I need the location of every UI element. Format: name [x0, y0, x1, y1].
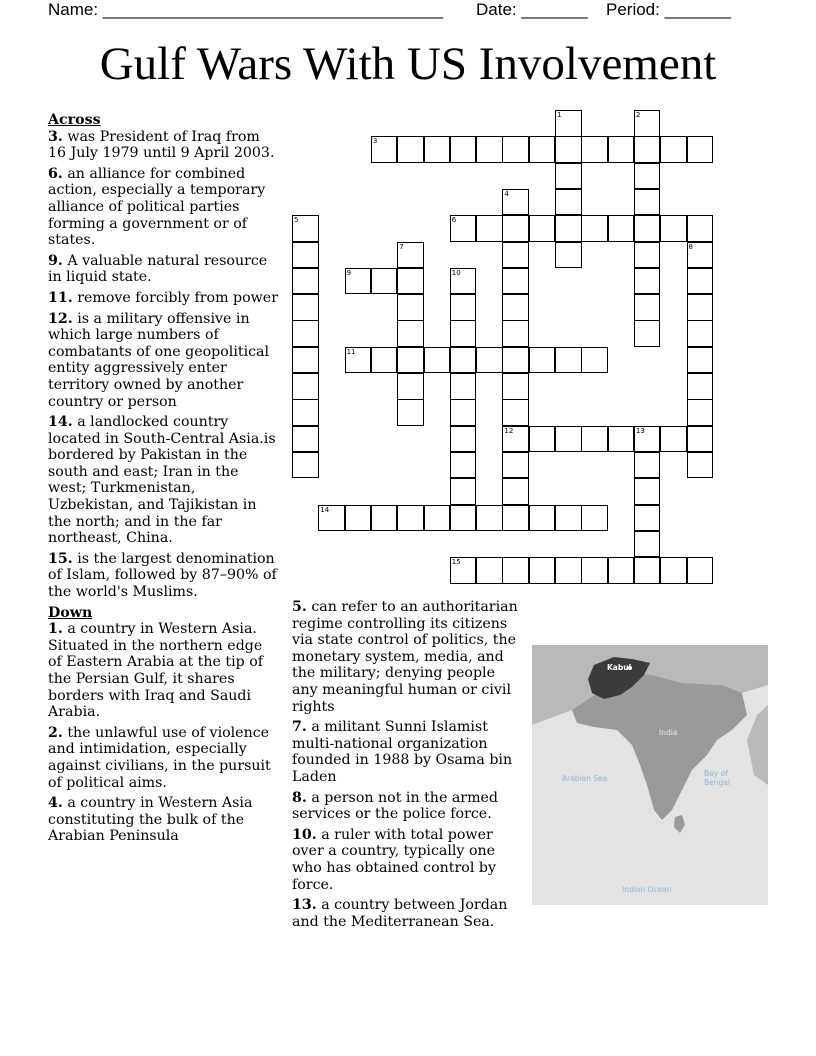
date-field-label: Date: _______: [476, 0, 588, 19]
grid-cell[interactable]: [450, 478, 477, 505]
grid-cell[interactable]: [634, 215, 661, 242]
grid-cell[interactable]: [450, 426, 477, 453]
grid-cell[interactable]: [687, 294, 714, 321]
grid-cell-number: 10: [451, 268, 461, 277]
grid-cell[interactable]: [450, 399, 477, 426]
map-label-india: India: [659, 728, 678, 737]
grid-cell[interactable]: [608, 426, 635, 453]
across-clue-list: [48, 129, 280, 601]
grid-cell-number: 13: [635, 426, 645, 435]
grid-cell[interactable]: [660, 215, 687, 242]
clue-text: a country in Western Asia. Situated in the northern edge of Eastern Arabia at the tip of the Persian Gulf, it shares borders with Iraq and Saudi Arabia.: [48, 621, 264, 721]
map-label-arabian-sea: Arabian Sea: [562, 774, 608, 783]
grid-cell[interactable]: [450, 320, 477, 347]
grid-cell[interactable]: [502, 452, 529, 479]
grid-cell[interactable]: [634, 505, 661, 532]
clue-number: 7.: [292, 719, 307, 736]
clue-text: the unlawful use of violence and intimidation, especially against civilians, in the pursuit of political aims.: [48, 724, 271, 791]
grid-cell[interactable]: [476, 557, 503, 584]
grid-cell[interactable]: [687, 215, 714, 242]
grid-cell[interactable]: [555, 242, 582, 269]
grid-cell-number: 8: [688, 242, 693, 251]
grid-cell[interactable]: [555, 215, 582, 242]
grid-cell[interactable]: [529, 347, 556, 374]
grid-cell[interactable]: [502, 268, 529, 295]
grid-cell[interactable]: [397, 347, 424, 374]
grid-cell[interactable]: [292, 399, 319, 426]
grid-cell[interactable]: [555, 426, 582, 453]
grid-cell[interactable]: [397, 373, 424, 400]
grid-cell[interactable]: [581, 426, 608, 453]
down-clue-list-left: [48, 621, 280, 845]
period-field-label: Period: _______: [606, 0, 731, 19]
grid-cell[interactable]: [687, 399, 714, 426]
grid-cell[interactable]: [292, 242, 319, 269]
grid-cell[interactable]: [581, 136, 608, 163]
grid-cell[interactable]: [608, 557, 635, 584]
grid-cell[interactable]: [687, 268, 714, 295]
across-clue: [48, 253, 280, 286]
grid-cell[interactable]: [397, 136, 424, 163]
grid-cell[interactable]: [608, 136, 635, 163]
down-heading: Down: [48, 604, 93, 621]
down-clue: [292, 719, 524, 785]
clue-text: a country between Jordan and the Mediterranean Sea.: [292, 897, 508, 930]
grid-cell[interactable]: [292, 268, 319, 295]
clue-number: 6.: [48, 165, 63, 182]
down-clue: [292, 897, 524, 930]
grid-cell[interactable]: [397, 294, 424, 321]
clue-text: A valuable natural resource in liquid state.: [48, 252, 268, 286]
grid-cell[interactable]: [397, 399, 424, 426]
grid-cell[interactable]: [371, 347, 398, 374]
grid-cell[interactable]: [634, 242, 661, 269]
across-clue: [48, 414, 280, 547]
grid-cell[interactable]: [555, 136, 582, 163]
grid-cell[interactable]: [476, 136, 503, 163]
grid-cell[interactable]: [502, 294, 529, 321]
grid-cell[interactable]: [450, 136, 477, 163]
grid-cell[interactable]: [476, 215, 503, 242]
grid-cell[interactable]: [502, 505, 529, 532]
grid-cell[interactable]: [634, 531, 661, 558]
grid-cell[interactable]: [450, 505, 477, 532]
grid-cell[interactable]: [581, 347, 608, 374]
clue-text: a militant Sunni Islamist multi-national organization founded in 1988 by Osama bin Laden: [292, 719, 513, 785]
grid-cell[interactable]: [634, 268, 661, 295]
grid-cell[interactable]: [476, 505, 503, 532]
grid-cell[interactable]: [687, 452, 714, 479]
grid-cell[interactable]: [450, 452, 477, 479]
down-clue: [48, 725, 280, 791]
grid-cell[interactable]: [581, 215, 608, 242]
map-sri-lanka: [674, 815, 685, 833]
clue-text: remove forcibly from power: [77, 289, 278, 306]
grid-cell-number: 15: [451, 558, 461, 567]
down-clue-list-right: [292, 599, 524, 930]
grid-cell[interactable]: [634, 136, 661, 163]
grid-cell[interactable]: [424, 347, 451, 374]
grid-cell[interactable]: [502, 320, 529, 347]
grid-cell[interactable]: [660, 426, 687, 453]
grid-cell[interactable]: [424, 136, 451, 163]
grid-cell[interactable]: [555, 505, 582, 532]
clue-number: 10.: [292, 826, 317, 843]
grid-cell[interactable]: [555, 163, 582, 190]
grid-cell[interactable]: [345, 505, 372, 532]
grid-cell[interactable]: [371, 268, 398, 295]
grid-cell[interactable]: [687, 320, 714, 347]
grid-cell[interactable]: [292, 452, 319, 479]
clue-text: can refer to an authoritarian regime controlling its citizens via state control of politics, the monetary system, media, and the military; denying people any meaningful human or civil rights: [292, 599, 518, 715]
clue-text: a ruler with total power over a country, typically one who has obtained control by force.: [292, 826, 496, 893]
region-map: [532, 645, 768, 905]
grid-cell[interactable]: [397, 320, 424, 347]
grid-cell[interactable]: [660, 136, 687, 163]
clue-text: was President of Iraq from 16 July 1979 until 9 April 2003.: [48, 128, 275, 162]
grid-cell[interactable]: [502, 478, 529, 505]
clue-text: is a military offensive in which large numbers of combatants of one geopolitical entity aggressively enter territory owned by another country or person: [48, 310, 270, 410]
grid-cell[interactable]: [660, 557, 687, 584]
down-clue: [48, 621, 280, 721]
grid-cell[interactable]: [292, 426, 319, 453]
grid-cell[interactable]: [502, 373, 529, 400]
grid-cell[interactable]: [292, 373, 319, 400]
across-clue: [48, 129, 280, 162]
grid-cell[interactable]: [450, 347, 477, 374]
grid-cell[interactable]: [687, 347, 714, 374]
clue-number: 14.: [48, 414, 73, 431]
grid-cell-number: 14: [320, 505, 330, 514]
grid-cell-number: 6: [451, 216, 457, 225]
grid-cell[interactable]: [687, 373, 714, 400]
clue-number: 2.: [48, 724, 63, 741]
grid-cell[interactable]: [687, 557, 714, 584]
across-clue: [48, 290, 280, 307]
clue-number: 8.: [292, 789, 307, 806]
clue-text: is the largest denomination of Islam, followed by 87–90% of the world's Muslims.: [48, 550, 277, 601]
grid-cell[interactable]: [502, 215, 529, 242]
down-clue: [292, 599, 524, 715]
grid-cell[interactable]: [292, 320, 319, 347]
grid-cell[interactable]: [687, 426, 714, 453]
down-clues-right: [292, 599, 524, 934]
grid-cell[interactable]: [634, 294, 661, 321]
grid-cell[interactable]: [450, 373, 477, 400]
grid-cell[interactable]: [397, 268, 424, 295]
down-clue: [48, 795, 280, 845]
clue-text: a landlocked country located in South-Central Asia.is bordered by Pakistan in the south and east; Iran in the west; Turkmenistan, Uzbekistan, and Tajikistan in the north; and in the far northeast, China.: [48, 414, 276, 547]
grid-cell-number: 1: [557, 111, 562, 119]
across-heading: Across: [48, 112, 101, 128]
grid-cell[interactable]: [502, 399, 529, 426]
clue-number: 1.: [48, 621, 63, 638]
clue-number: 13.: [292, 897, 317, 914]
grid-cell-number: 11: [346, 347, 356, 356]
grid-cell[interactable]: [634, 452, 661, 479]
grid-cell[interactable]: [502, 242, 529, 269]
page-title: Gulf Wars With US Involvement: [99, 38, 717, 90]
grid-cell[interactable]: [555, 347, 582, 374]
grid-cell[interactable]: [634, 320, 661, 347]
clue-text: an alliance for combined action, especially a temporary alliance of political parties forming a government or of states.: [48, 165, 266, 249]
clue-number: 12.: [48, 310, 73, 327]
grid-cell[interactable]: [502, 557, 529, 584]
grid-cell[interactable]: [581, 557, 608, 584]
across-clue: [48, 551, 280, 601]
grid-cell[interactable]: [292, 294, 319, 321]
grid-cell[interactable]: [555, 557, 582, 584]
grid-cell[interactable]: [529, 215, 556, 242]
clue-number: 4.: [48, 795, 63, 812]
clue-number: 11.: [48, 289, 73, 306]
grid-cell-number: 3: [372, 137, 378, 146]
grid-cell[interactable]: [476, 347, 503, 374]
grid-cell[interactable]: [371, 505, 398, 532]
grid-cell[interactable]: [502, 347, 529, 374]
grid-cell-number: 12: [504, 426, 514, 435]
grid-cell[interactable]: [634, 189, 661, 216]
grid-cell[interactable]: [529, 505, 556, 532]
map-label-indian-ocean: Indian Ocean: [622, 885, 672, 894]
across-clue: [48, 166, 280, 249]
grid-cell-number: 4: [504, 189, 509, 198]
grid-cell[interactable]: [687, 136, 714, 163]
grid-cell[interactable]: [502, 136, 529, 163]
clue-number: 3.: [48, 128, 63, 145]
clue-number: 5.: [292, 599, 307, 615]
grid-cell[interactable]: [581, 505, 608, 532]
grid-cell[interactable]: [529, 136, 556, 163]
map-label-kabul: Kabul: [607, 663, 632, 672]
grid-cell[interactable]: [555, 189, 582, 216]
grid-cell[interactable]: [292, 347, 319, 374]
down-clue: [292, 790, 524, 823]
grid-cell[interactable]: [608, 215, 635, 242]
across-clues: [48, 112, 280, 849]
clue-text: a person not in the armed services or the police force.: [292, 789, 499, 823]
down-clue: [292, 827, 524, 893]
grid-cell-number: 9: [346, 268, 352, 277]
grid-cell[interactable]: [529, 426, 556, 453]
clue-number: 15.: [48, 550, 73, 567]
across-clue: [48, 311, 280, 411]
grid-cell-number: 5: [294, 216, 299, 225]
clue-number: 9.: [48, 252, 63, 269]
grid-cell[interactable]: [397, 505, 424, 532]
map-southeast-land: [747, 705, 768, 785]
clue-text: a country in Western Asia constituting the bulk of the Arabian Peninsula: [48, 795, 253, 845]
grid-cell[interactable]: [529, 557, 556, 584]
grid-cell[interactable]: [450, 294, 477, 321]
grid-cell[interactable]: [634, 163, 661, 190]
name-field-label: Name: ____________________________________: [48, 0, 444, 19]
map-label-bay-of-bengal: Bay of Bengal: [704, 769, 730, 787]
grid-cell-number: 7: [399, 242, 404, 251]
grid-cell[interactable]: [634, 557, 661, 584]
grid-cell[interactable]: [424, 505, 451, 532]
grid-cell-number: 2: [635, 111, 641, 119]
grid-cell[interactable]: [634, 478, 661, 505]
